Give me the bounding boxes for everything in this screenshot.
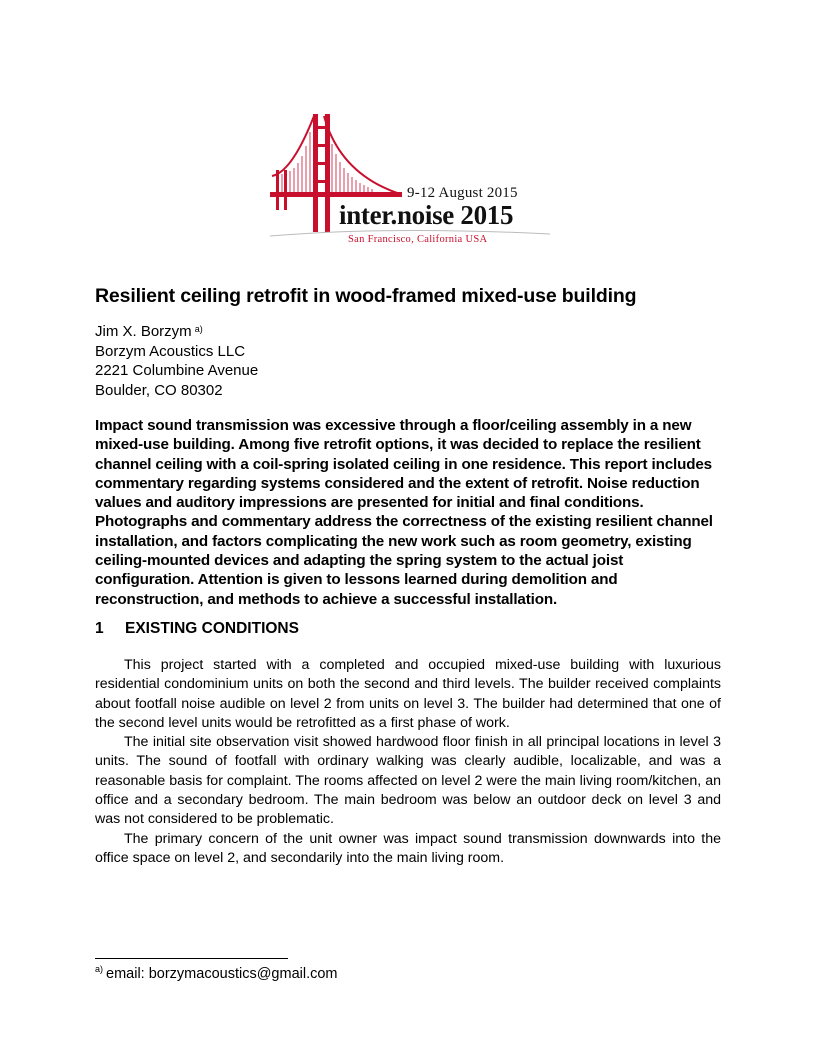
paper-title: Resilient ceiling retrofit in wood-framed mixed-use building <box>95 285 637 307</box>
body-paragraph: The primary concern of the unit owner was impact sound transmission downwards into the office space on level 2, and secondarily into the main living room. <box>95 830 721 866</box>
author-affiliation: Borzym Acoustics LLC <box>95 342 246 360</box>
conference-location: San Francisco, California USA <box>348 234 488 245</box>
section-heading <box>95 620 299 638</box>
golden-gate-bridge-icon <box>270 112 550 252</box>
conference-date: 9-12 August 2015 <box>407 185 518 201</box>
footnote-text: email: borzymacoustics@gmail.com <box>106 966 338 982</box>
author-footnote-marker: a) <box>194 324 203 334</box>
body-paragraph: This project started with a completed and occupied mixed-use building with luxurious residential condominium units on both the second and third levels. The builder received complaints about footfall noise audible on level 2 from units on level 3. The builder had determined that one of the second level units would be retrofitted as a first phase of work. <box>95 657 721 731</box>
section-body <box>95 656 721 868</box>
conference-logo <box>270 112 550 252</box>
abstract: Impact sound transmission was excessive through a floor/ceiling assembly in a new mixed-use building. Among five retrofit options, it was decided to replace the resilient channel ceiling with a coil-spring isolated ceiling in one residence. This report includes commentary regarding systems considered and the extent of retrofit. Noise reduction values and auditory impressions are presented for initial and final conditions. Photographs and commentary address the correctness of the existing resilient channel installation, and factors complicating the new work such as room geometry, existing ceiling-mounted devices and adapting the spring system to the actual joist configuration. Attention is given to lessons learned during demolition and reconstruction, and methods to achieve a successful installation. <box>95 417 713 608</box>
author-block <box>95 322 258 400</box>
section-number: 1 <box>95 620 104 637</box>
footnote-divider <box>95 958 288 959</box>
author-name: Jim X. Borzym <box>95 323 192 340</box>
author-name-line <box>95 322 258 342</box>
author-street: 2221 Columbine Avenue <box>95 362 259 379</box>
conference-brand: inter.noise 2015 <box>339 200 514 230</box>
author-city: Boulder, CO 80302 <box>95 381 223 399</box>
footnote <box>95 966 338 982</box>
footnote-marker: a) <box>95 964 104 974</box>
body-paragraph: The initial site observation visit showed hardwood floor finish in all principal locations in level 3 units. The sound of footfall with ordinary walking was clearly audible, localizable, and was a reasonable basis for complaint. The rooms affected on level 2 were the main living room/kitchen, an office and a secondary bedroom. The main bedroom was below an outdoor deck on level 3 and was not considered to be problematic. <box>95 734 721 828</box>
section-title: EXISTING CONDITIONS <box>125 620 299 637</box>
